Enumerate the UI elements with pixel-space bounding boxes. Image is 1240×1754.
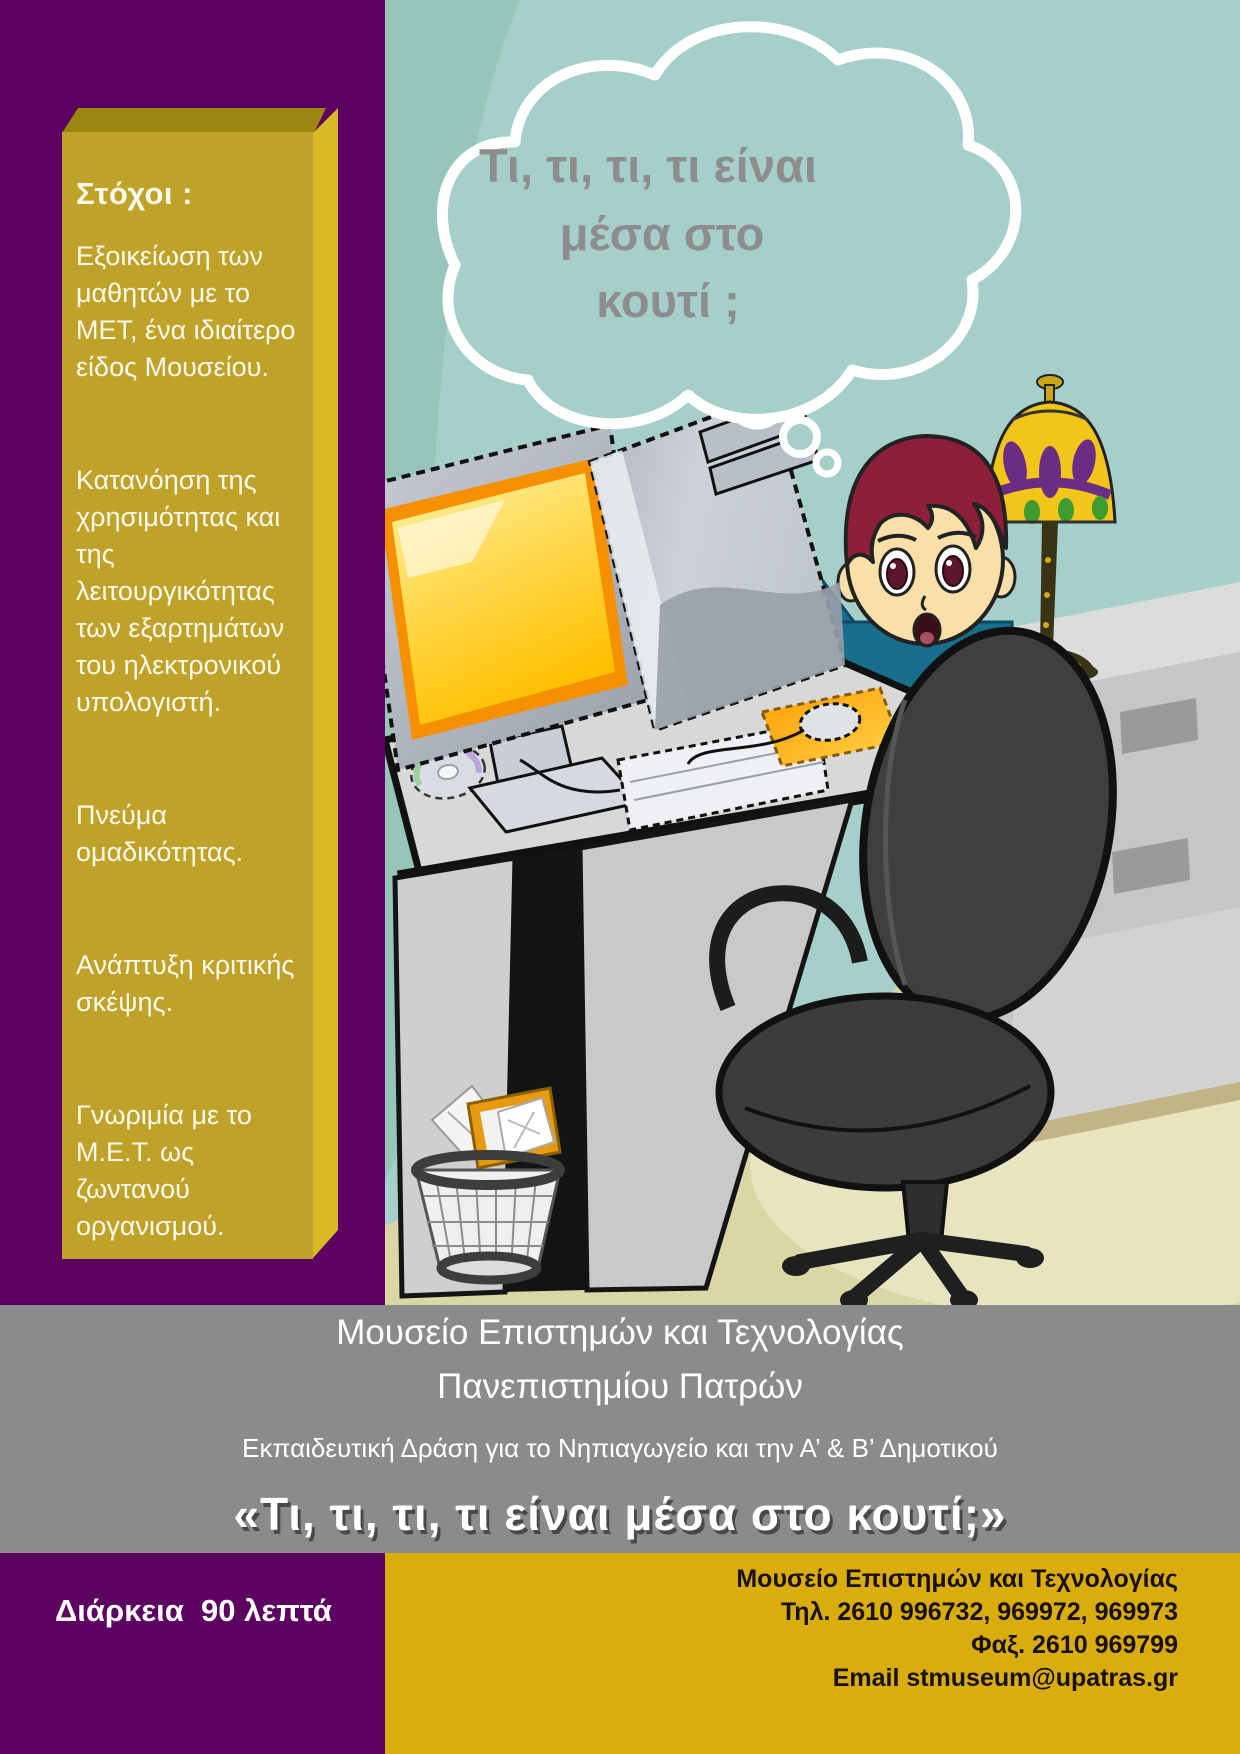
bubble-text-line-2: μέσα στο — [559, 207, 765, 260]
footer-contact-block — [385, 1553, 1240, 1754]
goals-title: Στόχοι : — [76, 176, 193, 211]
title-band — [0, 1305, 1240, 1553]
goals-box — [62, 132, 313, 1259]
contact-name: Μουσείο Επιστημών και Τεχνολογίας — [736, 1565, 1178, 1593]
activity-headline: «Τι, τι, τι, τι είναι μέσα στο κουτί;» — [233, 1488, 1007, 1540]
goals-box-top-face — [62, 100, 340, 133]
goal-item: Εξοικείωση των μαθητών με το ΜΕΤ, ένα ιδιαίτερο είδος Μουσείου. — [76, 241, 296, 382]
museum-title-line1: Μουσείο Επιστημών και Τεχνολογίας — [336, 1313, 904, 1352]
museum-title-line2: Πανεπιστημίου Πατρών — [437, 1367, 803, 1406]
goal-item: Πνεύμα ομαδικότητας. — [76, 800, 244, 867]
illustration — [385, 0, 1240, 1305]
contact-phone: Τηλ. 2610 996732, 969972, 969973 — [780, 1598, 1178, 1626]
bubble-text-line-1: Τι, τι, τι, τι είναι — [479, 139, 817, 192]
contact-email: Email stmuseum@upatras.gr — [832, 1664, 1178, 1692]
footer-duration-block — [0, 1553, 385, 1754]
goal-item: Ανάπτυξη κριτικής σκέψης. — [76, 950, 295, 1017]
goals-box-right-face — [313, 108, 339, 1260]
goal-item: Γνωριμία με το Μ.Ε.Τ. ως ζωντανού οργανισμού. — [76, 1100, 252, 1241]
duration-text: Διάρκεια 90 λεπτά — [55, 1593, 332, 1628]
bubble-text-line-3: κουτί ; — [596, 274, 740, 327]
waste-basket — [416, 1086, 560, 1280]
program-subtitle: Εκπαιδευτική Δράση για το Νηπιαγωγείο και την Α’ & Β’ Δημοτικού — [242, 1433, 998, 1463]
contact-info — [736, 1563, 1178, 1695]
contact-fax: Φαξ. 2610 969799 — [971, 1631, 1178, 1659]
goal-item: Κατανόηση της χρησιμότητας και της λειτουργικότητας των εξαρτημάτων του ηλεκτρονικού υπολογιστή. — [76, 465, 285, 717]
